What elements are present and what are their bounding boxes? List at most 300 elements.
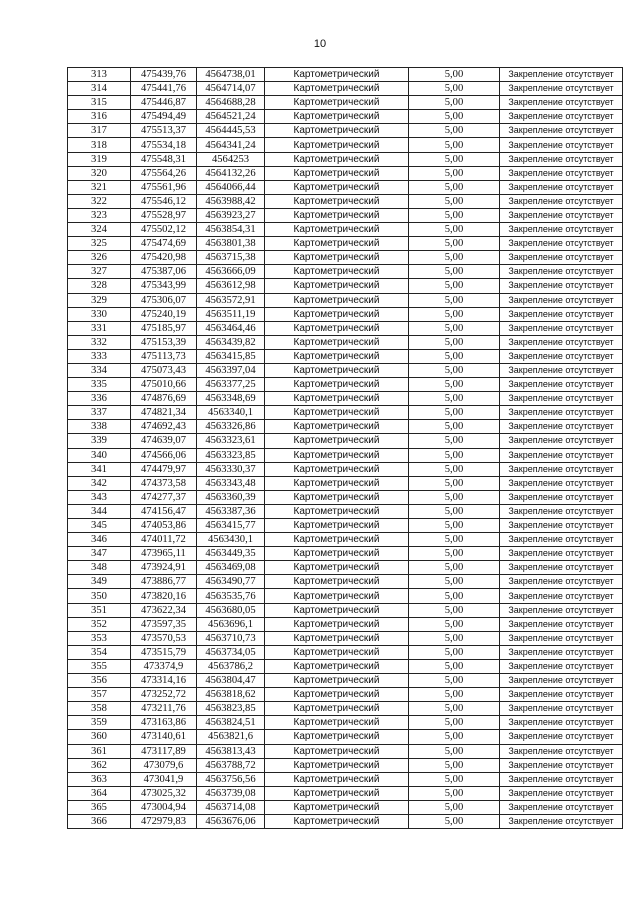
method-cell: Картометрический [265,519,409,533]
x-coordinate-cell: 475441,76 [131,82,197,96]
fixing-note-cell: Закрепление отсутствует [500,96,623,110]
table-row [68,814,623,828]
y-coordinate-cell: 4563323,85 [197,448,265,462]
table-row [68,378,623,392]
fixing-note-cell: Закрепление отсутствует [500,631,623,645]
x-coordinate-cell: 473140,61 [131,730,197,744]
table-row [68,265,623,279]
fixing-note-cell: Закрепление отсутствует [500,293,623,307]
accuracy-cell: 5,00 [409,293,500,307]
fixing-note-cell: Закрепление отсутствует [500,110,623,124]
point-number-cell: 326 [68,251,131,265]
point-number-cell: 337 [68,406,131,420]
accuracy-cell: 5,00 [409,702,500,716]
point-number-cell: 334 [68,363,131,377]
accuracy-cell: 5,00 [409,476,500,490]
x-coordinate-cell: 473622,34 [131,603,197,617]
method-cell: Картометрический [265,124,409,138]
method-cell: Картометрический [265,659,409,673]
x-coordinate-cell: 475420,98 [131,251,197,265]
y-coordinate-cell: 4563696,1 [197,617,265,631]
point-number-cell: 317 [68,124,131,138]
point-number-cell: 340 [68,448,131,462]
method-cell: Картометрический [265,688,409,702]
fixing-note-cell: Закрепление отсутствует [500,504,623,518]
y-coordinate-cell: 4564066,44 [197,180,265,194]
y-coordinate-cell: 4563340,1 [197,406,265,420]
y-coordinate-cell: 4563714,08 [197,800,265,814]
accuracy-cell: 5,00 [409,716,500,730]
method-cell: Картометрический [265,603,409,617]
table-row [68,363,623,377]
fixing-note-cell: Закрепление отсутствует [500,265,623,279]
fixing-note-cell: Закрепление отсутствует [500,730,623,744]
y-coordinate-cell: 4564738,01 [197,68,265,82]
point-number-cell: 360 [68,730,131,744]
y-coordinate-cell: 4563377,25 [197,378,265,392]
x-coordinate-cell: 475439,76 [131,68,197,82]
accuracy-cell: 5,00 [409,448,500,462]
method-cell: Картометрический [265,293,409,307]
method-cell: Картометрический [265,223,409,237]
fixing-note-cell: Закрепление отсутствует [500,589,623,603]
method-cell: Картометрический [265,110,409,124]
fixing-note-cell: Закрепление отсутствует [500,378,623,392]
y-coordinate-cell: 4563786,2 [197,659,265,673]
fixing-note-cell: Закрепление отсутствует [500,786,623,800]
fixing-note-cell: Закрепление отсутствует [500,82,623,96]
method-cell: Картометрический [265,138,409,152]
fixing-note-cell: Закрепление отсутствует [500,166,623,180]
x-coordinate-cell: 475548,31 [131,152,197,166]
accuracy-cell: 5,00 [409,786,500,800]
point-number-cell: 359 [68,716,131,730]
x-coordinate-cell: 475113,73 [131,349,197,363]
y-coordinate-cell: 4563788,72 [197,758,265,772]
method-cell: Картометрический [265,448,409,462]
point-number-cell: 323 [68,208,131,222]
y-coordinate-cell: 4564445,53 [197,124,265,138]
x-coordinate-cell: 472979,83 [131,814,197,828]
table-row [68,138,623,152]
method-cell: Картометрический [265,166,409,180]
accuracy-cell: 5,00 [409,180,500,194]
table-row [68,208,623,222]
x-coordinate-cell: 475240,19 [131,307,197,321]
method-cell: Картометрический [265,349,409,363]
table-row [68,166,623,180]
fixing-note-cell: Закрепление отсутствует [500,237,623,251]
accuracy-cell: 5,00 [409,96,500,110]
x-coordinate-cell: 473597,35 [131,617,197,631]
x-coordinate-cell: 474156,47 [131,504,197,518]
method-cell: Картометрический [265,279,409,293]
x-coordinate-cell: 473515,79 [131,645,197,659]
table-row [68,533,623,547]
method-cell: Картометрический [265,335,409,349]
table-row [68,462,623,476]
coordinates-table-body [68,68,623,829]
fixing-note-cell: Закрепление отсутствует [500,208,623,222]
table-row [68,547,623,561]
table-row [68,223,623,237]
x-coordinate-cell: 475546,12 [131,194,197,208]
accuracy-cell: 5,00 [409,321,500,335]
x-coordinate-cell: 473570,53 [131,631,197,645]
y-coordinate-cell: 4563821,6 [197,730,265,744]
x-coordinate-cell: 474479,97 [131,462,197,476]
y-coordinate-cell: 4563988,42 [197,194,265,208]
method-cell: Картометрический [265,152,409,166]
method-cell: Картометрический [265,730,409,744]
table-row [68,124,623,138]
method-cell: Картометрический [265,392,409,406]
y-coordinate-cell: 4563734,05 [197,645,265,659]
x-coordinate-cell: 475010,66 [131,378,197,392]
y-coordinate-cell: 4563572,91 [197,293,265,307]
fixing-note-cell: Закрепление отсутствует [500,814,623,828]
point-number-cell: 345 [68,519,131,533]
method-cell: Картометрический [265,702,409,716]
table-row [68,82,623,96]
point-number-cell: 315 [68,96,131,110]
point-number-cell: 366 [68,814,131,828]
y-coordinate-cell: 4563680,05 [197,603,265,617]
x-coordinate-cell: 474011,72 [131,533,197,547]
method-cell: Картометрический [265,786,409,800]
x-coordinate-cell: 473374,9 [131,659,197,673]
table-row [68,251,623,265]
point-number-cell: 364 [68,786,131,800]
table-row [68,335,623,349]
table-row [68,631,623,645]
table-row [68,744,623,758]
point-number-cell: 365 [68,800,131,814]
method-cell: Картометрический [265,251,409,265]
x-coordinate-cell: 475446,87 [131,96,197,110]
point-number-cell: 338 [68,420,131,434]
method-cell: Картометрический [265,589,409,603]
point-number-cell: 341 [68,462,131,476]
method-cell: Картометрический [265,265,409,279]
y-coordinate-cell: 4563612,98 [197,279,265,293]
accuracy-cell: 5,00 [409,434,500,448]
accuracy-cell: 5,00 [409,82,500,96]
accuracy-cell: 5,00 [409,504,500,518]
accuracy-cell: 5,00 [409,800,500,814]
fixing-note-cell: Закрепление отсутствует [500,772,623,786]
point-number-cell: 332 [68,335,131,349]
fixing-note-cell: Закрепление отсутствует [500,448,623,462]
y-coordinate-cell: 4563666,09 [197,265,265,279]
fixing-note-cell: Закрепление отсутствует [500,533,623,547]
method-cell: Картометрический [265,674,409,688]
y-coordinate-cell: 4563323,61 [197,434,265,448]
table-row [68,420,623,434]
fixing-note-cell: Закрепление отсутствует [500,744,623,758]
accuracy-cell: 5,00 [409,349,500,363]
point-number-cell: 339 [68,434,131,448]
fixing-note-cell: Закрепление отсутствует [500,800,623,814]
point-number-cell: 322 [68,194,131,208]
fixing-note-cell: Закрепление отсутствует [500,152,623,166]
accuracy-cell: 5,00 [409,547,500,561]
point-number-cell: 318 [68,138,131,152]
fixing-note-cell: Закрепление отсутствует [500,547,623,561]
fixing-note-cell: Закрепление отсутствует [500,659,623,673]
fixing-note-cell: Закрепление отсутствует [500,617,623,631]
y-coordinate-cell: 4563854,31 [197,223,265,237]
fixing-note-cell: Закрепление отсутствует [500,335,623,349]
x-coordinate-cell: 475564,26 [131,166,197,180]
table-row [68,434,623,448]
accuracy-cell: 5,00 [409,208,500,222]
x-coordinate-cell: 473820,16 [131,589,197,603]
y-coordinate-cell: 4564253 [197,152,265,166]
point-number-cell: 358 [68,702,131,716]
x-coordinate-cell: 475073,43 [131,363,197,377]
accuracy-cell: 5,00 [409,519,500,533]
point-number-cell: 361 [68,744,131,758]
fixing-note-cell: Закрепление отсутствует [500,420,623,434]
method-cell: Картометрический [265,645,409,659]
y-coordinate-cell: 4563326,86 [197,420,265,434]
table-row [68,730,623,744]
y-coordinate-cell: 4563360,39 [197,490,265,504]
accuracy-cell: 5,00 [409,420,500,434]
point-number-cell: 352 [68,617,131,631]
y-coordinate-cell: 4563397,04 [197,363,265,377]
method-cell: Картометрический [265,96,409,110]
accuracy-cell: 5,00 [409,138,500,152]
accuracy-cell: 5,00 [409,490,500,504]
table-row [68,110,623,124]
accuracy-cell: 5,00 [409,279,500,293]
x-coordinate-cell: 474373,58 [131,476,197,490]
x-coordinate-cell: 473025,32 [131,786,197,800]
fixing-note-cell: Закрепление отсутствует [500,194,623,208]
x-coordinate-cell: 473004,94 [131,800,197,814]
point-number-cell: 342 [68,476,131,490]
point-number-cell: 314 [68,82,131,96]
y-coordinate-cell: 4563710,73 [197,631,265,645]
x-coordinate-cell: 475387,06 [131,265,197,279]
accuracy-cell: 5,00 [409,561,500,575]
accuracy-cell: 5,00 [409,533,500,547]
point-number-cell: 363 [68,772,131,786]
fixing-note-cell: Закрепление отсутствует [500,716,623,730]
y-coordinate-cell: 4563739,08 [197,786,265,800]
method-cell: Картометрический [265,307,409,321]
x-coordinate-cell: 474566,06 [131,448,197,462]
method-cell: Картометрический [265,321,409,335]
y-coordinate-cell: 4563923,27 [197,208,265,222]
accuracy-cell: 5,00 [409,575,500,589]
fixing-note-cell: Закрепление отсутствует [500,279,623,293]
x-coordinate-cell: 475528,97 [131,208,197,222]
point-number-cell: 336 [68,392,131,406]
point-number-cell: 320 [68,166,131,180]
point-number-cell: 354 [68,645,131,659]
table-row [68,321,623,335]
table-row [68,702,623,716]
y-coordinate-cell: 4563415,85 [197,349,265,363]
fixing-note-cell: Закрепление отсутствует [500,519,623,533]
table-row [68,476,623,490]
method-cell: Картометрический [265,617,409,631]
accuracy-cell: 5,00 [409,758,500,772]
point-number-cell: 349 [68,575,131,589]
accuracy-cell: 5,00 [409,237,500,251]
accuracy-cell: 5,00 [409,674,500,688]
accuracy-cell: 5,00 [409,194,500,208]
y-coordinate-cell: 4563449,35 [197,547,265,561]
method-cell: Картометрический [265,82,409,96]
x-coordinate-cell: 474692,43 [131,420,197,434]
y-coordinate-cell: 4563415,77 [197,519,265,533]
x-coordinate-cell: 475502,12 [131,223,197,237]
y-coordinate-cell: 4564714,07 [197,82,265,96]
y-coordinate-cell: 4563430,1 [197,533,265,547]
method-cell: Картометрический [265,194,409,208]
method-cell: Картометрический [265,504,409,518]
method-cell: Картометрический [265,406,409,420]
accuracy-cell: 5,00 [409,307,500,321]
y-coordinate-cell: 4563813,43 [197,744,265,758]
y-coordinate-cell: 4563343,48 [197,476,265,490]
fixing-note-cell: Закрепление отсутствует [500,434,623,448]
x-coordinate-cell: 474639,07 [131,434,197,448]
table-row [68,659,623,673]
x-coordinate-cell: 475185,97 [131,321,197,335]
x-coordinate-cell: 475474,69 [131,237,197,251]
method-cell: Картометрический [265,744,409,758]
accuracy-cell: 5,00 [409,617,500,631]
table-row [68,758,623,772]
point-number-cell: 353 [68,631,131,645]
accuracy-cell: 5,00 [409,378,500,392]
table-row [68,490,623,504]
table-row [68,504,623,518]
accuracy-cell: 5,00 [409,110,500,124]
table-row [68,448,623,462]
table-row [68,406,623,420]
accuracy-cell: 5,00 [409,631,500,645]
x-coordinate-cell: 475561,96 [131,180,197,194]
x-coordinate-cell: 475153,39 [131,335,197,349]
fixing-note-cell: Закрепление отсутствует [500,688,623,702]
y-coordinate-cell: 4563818,62 [197,688,265,702]
fixing-note-cell: Закрепление отсутствует [500,223,623,237]
fixing-note-cell: Закрепление отсутствует [500,702,623,716]
accuracy-cell: 5,00 [409,688,500,702]
point-number-cell: 355 [68,659,131,673]
accuracy-cell: 5,00 [409,589,500,603]
x-coordinate-cell: 473252,72 [131,688,197,702]
accuracy-cell: 5,00 [409,603,500,617]
fixing-note-cell: Закрепление отсутствует [500,68,623,82]
y-coordinate-cell: 4563387,36 [197,504,265,518]
table-row [68,645,623,659]
x-coordinate-cell: 473965,11 [131,547,197,561]
table-row [68,279,623,293]
accuracy-cell: 5,00 [409,744,500,758]
x-coordinate-cell: 473041,9 [131,772,197,786]
point-number-cell: 328 [68,279,131,293]
fixing-note-cell: Закрепление отсутствует [500,575,623,589]
accuracy-cell: 5,00 [409,392,500,406]
accuracy-cell: 5,00 [409,814,500,828]
point-number-cell: 350 [68,589,131,603]
x-coordinate-cell: 474876,69 [131,392,197,406]
table-row [68,152,623,166]
point-number-cell: 344 [68,504,131,518]
point-number-cell: 356 [68,674,131,688]
point-number-cell: 319 [68,152,131,166]
fixing-note-cell: Закрепление отсутствует [500,476,623,490]
table-row [68,194,623,208]
point-number-cell: 329 [68,293,131,307]
table-row [68,519,623,533]
fixing-note-cell: Закрепление отсутствует [500,363,623,377]
y-coordinate-cell: 4563824,51 [197,716,265,730]
table-row [68,349,623,363]
method-cell: Картометрический [265,800,409,814]
x-coordinate-cell: 474277,37 [131,490,197,504]
y-coordinate-cell: 4563330,37 [197,462,265,476]
y-coordinate-cell: 4564688,28 [197,96,265,110]
x-coordinate-cell: 475534,18 [131,138,197,152]
table-row [68,561,623,575]
accuracy-cell: 5,00 [409,730,500,744]
accuracy-cell: 5,00 [409,124,500,138]
table-row [68,772,623,786]
point-number-cell: 362 [68,758,131,772]
accuracy-cell: 5,00 [409,659,500,673]
method-cell: Картометрический [265,208,409,222]
y-coordinate-cell: 4564341,24 [197,138,265,152]
method-cell: Картометрический [265,561,409,575]
accuracy-cell: 5,00 [409,363,500,377]
table-row [68,575,623,589]
method-cell: Картометрический [265,420,409,434]
point-number-cell: 357 [68,688,131,702]
method-cell: Картометрический [265,716,409,730]
point-number-cell: 335 [68,378,131,392]
method-cell: Картометрический [265,462,409,476]
x-coordinate-cell: 475343,99 [131,279,197,293]
x-coordinate-cell: 473924,91 [131,561,197,575]
method-cell: Картометрический [265,758,409,772]
table-row [68,392,623,406]
table-row [68,688,623,702]
table-row [68,786,623,800]
y-coordinate-cell: 4563464,46 [197,321,265,335]
method-cell: Картометрический [265,814,409,828]
y-coordinate-cell: 4563511,19 [197,307,265,321]
table-row [68,293,623,307]
page-number: 10 [313,38,327,50]
x-coordinate-cell: 475494,49 [131,110,197,124]
x-coordinate-cell: 473079,6 [131,758,197,772]
x-coordinate-cell: 475306,07 [131,293,197,307]
fixing-note-cell: Закрепление отсутствует [500,307,623,321]
accuracy-cell: 5,00 [409,265,500,279]
x-coordinate-cell: 473117,89 [131,744,197,758]
method-cell: Картометрический [265,631,409,645]
point-number-cell: 327 [68,265,131,279]
accuracy-cell: 5,00 [409,335,500,349]
